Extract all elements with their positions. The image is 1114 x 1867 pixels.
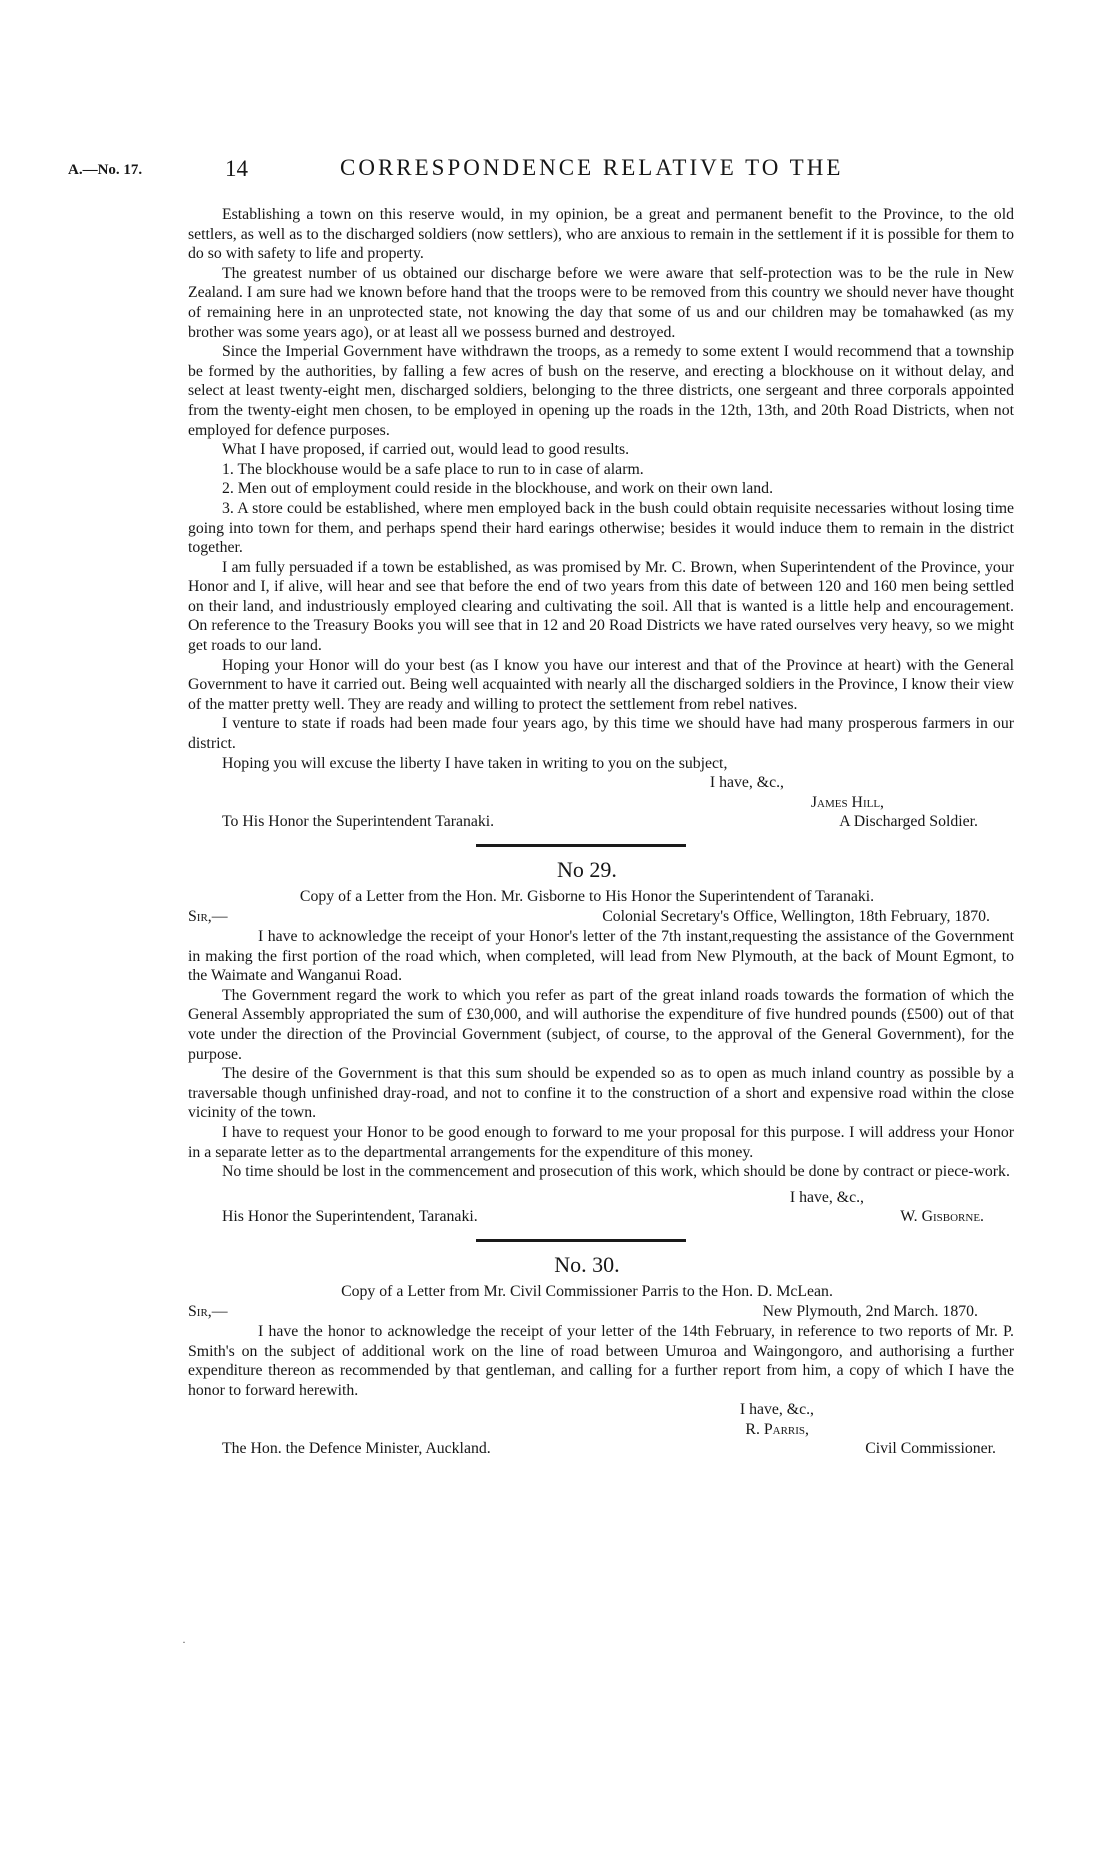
paragraph: I have the honor to acknowledge the receipt of your letter of the 14th February, in reference to two reports of Mr. P. Smith's on the subject of additional work on the line of road between Umuroa and Waingongoro, and authorising a further expenditure thereon as recommended by that gentleman, and calling for a further report from him, a copy of which I have the honor to forward herewith.: [188, 1322, 1014, 1399]
letter-caption: Copy of a Letter from the Hon. Mr. Gisborne to His Honor the Superintendent of Taranaki.: [299, 888, 875, 906]
paragraph: I venture to state if roads had been made four years ago, by this time we should have had many prosperous farmers in our district.: [188, 715, 1014, 753]
paper-reference: A.—No. 17.: [68, 162, 143, 178]
stray-mark: ·: [182, 1635, 186, 1649]
address-line: [188, 1439, 1014, 1459]
signature: James Hill,: [810, 793, 884, 811]
letter-29: [188, 857, 1014, 1227]
list-item: 3. A store could be established, where men employed back in the bush could obtain requisite necessaries without losing time going into town for them, and perhaps spend their hard earings otherwise; besides it would induce them to remain in the district together.: [188, 499, 1014, 557]
salutation: Sir,—: [188, 1302, 228, 1320]
salutation-line: [188, 907, 1014, 927]
letter-30: [188, 1252, 1014, 1459]
paragraph: Hoping your Honor will do your best (as I know you have our interest and that of the Province at heart) with the General Government to have it carried out. Being well acquainted with nearly all the discharged soldiers in the Province, I know their view of the matter pretty well. They are ready and willing to protect the settlement from rebel natives.: [188, 656, 1014, 713]
signatory-title: Civil Commissioner.: [865, 1440, 996, 1458]
section-divider: [476, 1239, 686, 1242]
paragraph: Since the Imperial Government have withdrawn the troops, as a remedy to some extent I would recommend that a township be formed by the authorities, by falling a few acres of bush on the reserve, and erecting a blockhouse on it without delay, and select at least twenty-eight men, discharged soldiers, belonging to the three districts, one sergeant and three corporals appointed from the twenty-eight men chosen, to be employed in opening up the roads in the 12th, 13th, and 20th Road Districts, when not employed for defence purposes.: [188, 343, 1014, 439]
paragraph: What I have proposed, if carried out, would lead to good results.: [222, 441, 630, 459]
paragraph: The Government regard the work to which you refer as part of the great inland roads towards the formation of which the General Assembly appropriated the sum of £30,000, and will authorise the expenditure of five hundred pounds (£500) out of that vote under the direction of the Provincial Government (subject, of course, to the approval of the General Government), for the purpose.: [188, 986, 1014, 1063]
address-line: [188, 812, 1014, 832]
place-date: New Plymouth, 2nd March. 1870.: [762, 1302, 978, 1320]
addressee: To His Honor the Superintendent Taranaki.: [222, 813, 495, 831]
paragraph: The greatest number of us obtained our discharge before we were aware that self-protection was to be the rule in New Zealand. I am sure had we known before hand that the troops were to be removed from this country we should never have thought of remaining here in an unprotected state, not knowing the day that some of us and our children may be tomahawked (as my brother was some years ago), or at least all we possess burned and destroyed.: [188, 264, 1014, 341]
paragraph: I have to acknowledge the receipt of your Honor's letter of the 7th instant,requesting the assistance of the Government in making the first portion of the road which, when completed, will lead from New Plymouth, at the back of Mount Egmont, to the Waimate and Wanganui Road.: [188, 928, 1014, 985]
paragraph: I am fully persuaded if a town be established, as was promised by Mr. C. Brown, when Superintendent of the Province, your Honor and I, if alive, will hear and see that before the end of two years from this date of between 120 and 160 men being settled on their land, and industriously employed clearing and cultivating the soil. All that is wanted is a little help and encouragement. On reference to the Treasury Books you will see that in 12 and 20 Road Districts we have rated ourselves very heavy, so we might get roads to our land.: [188, 558, 1014, 655]
paragraph: Hoping you will excuse the liberty I have taken in writing to you on the subject,: [222, 754, 728, 772]
salutation-line: [188, 1302, 1014, 1322]
paragraph: I have to request your Honor to be good enough to forward to me your proposal for this purpose. I will address your Honor in a separate letter as to the departmental arrangements for the expenditure of this money.: [188, 1123, 1014, 1161]
closing: I have, &c.,: [709, 774, 784, 792]
letter-hill: [188, 205, 1014, 832]
closing: I have, &c.,: [789, 1188, 864, 1206]
signature: W. Gisborne.: [900, 1208, 984, 1226]
paragraph: No time should be lost in the commencement and prosecution of this work, which should be done by contract or piece-work.: [222, 1163, 1010, 1181]
running-title: CORRESPONDENCE RELATIVE TO THE: [340, 155, 844, 180]
letter-number-heading: No 29.: [557, 857, 617, 883]
signatory-title: A Discharged Soldier.: [839, 813, 978, 831]
page-number: 14: [225, 156, 248, 181]
addressee: The Hon. the Defence Minister, Auckland.: [222, 1440, 491, 1458]
signature: R. Parris,: [745, 1420, 809, 1438]
address-line: [188, 1207, 1014, 1227]
letter-number-heading: No. 30.: [554, 1252, 620, 1278]
running-head: [40, 152, 1074, 184]
paragraph: The desire of the Government is that this sum should be expended so as to open as much inland country as possible by a traversable though unfinished dray-road, and not to confine it to the construction of a short and expensive road within the close vicinity of the town.: [188, 1065, 1014, 1122]
list-item: 1. The blockhouse would be a safe place to run to in case of alarm.: [222, 460, 644, 478]
section-divider: [476, 844, 686, 847]
salutation: Sir,—: [188, 908, 228, 925]
page-body: [188, 205, 1014, 1459]
letter-caption: Copy of a Letter from Mr. Civil Commissioner Parris to the Hon. D. McLean.: [341, 1283, 833, 1301]
place-date: Colonial Secretary's Office, Wellington, 18th February, 1870.: [602, 908, 990, 925]
paragraph: Establishing a town on this reserve would, in my opinion, be a great and permanent benefit to the Province, to the old settlers, as well as to the discharged soldiers (now settlers), who are anxious to remain in the settlement if it is possible for them to do so with safety to life and property.: [188, 206, 1014, 263]
closing: I have, &c.,: [739, 1401, 814, 1419]
addressee: His Honor the Superintendent, Taranaki.: [222, 1208, 478, 1226]
list-item: 2. Men out of employment could reside in the blockhouse, and work on their own land.: [222, 480, 774, 498]
